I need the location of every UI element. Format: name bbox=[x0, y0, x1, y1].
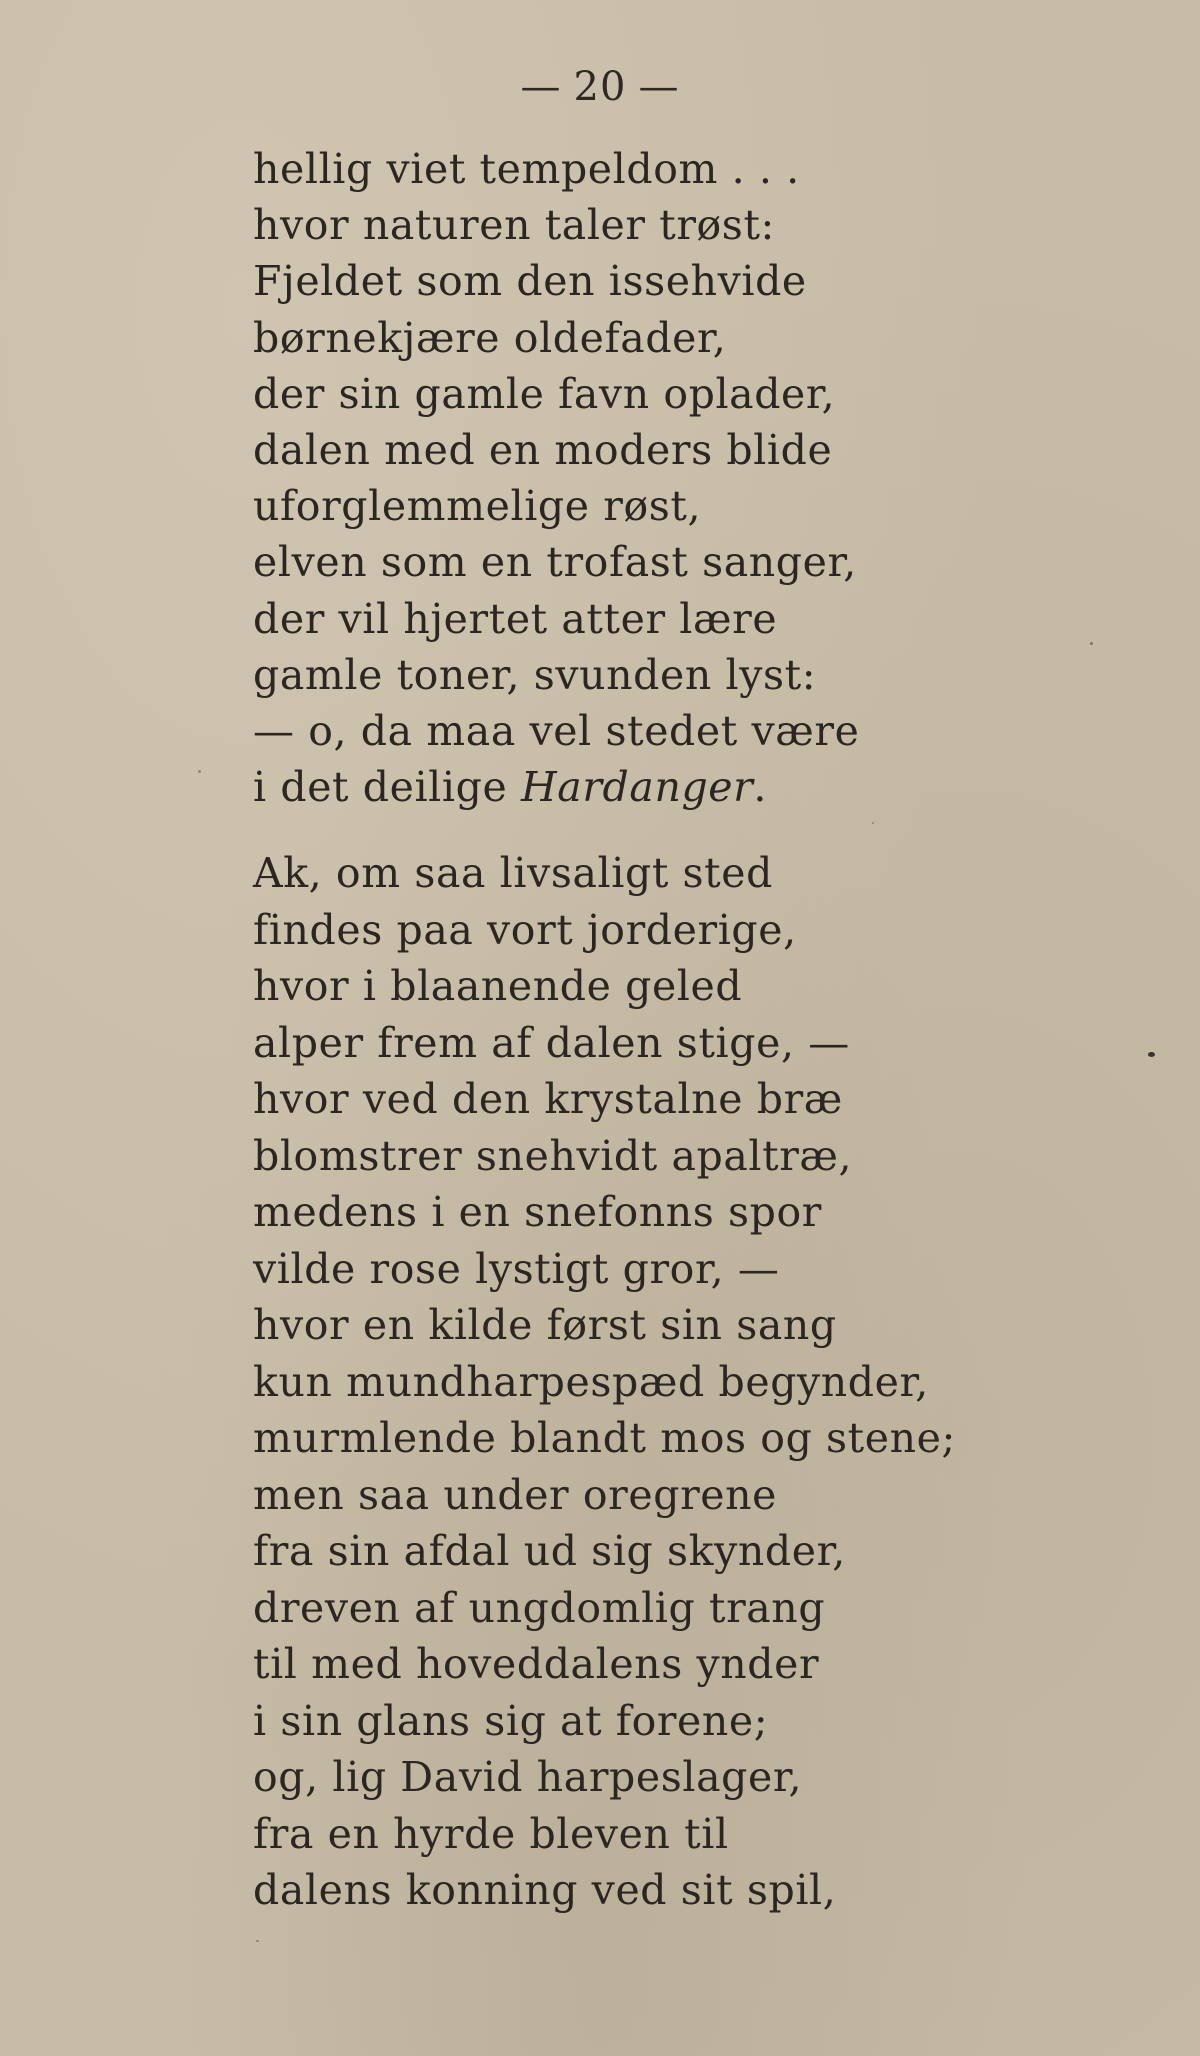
poem-line: elven som en trofast sanger, bbox=[253, 538, 857, 587]
poem-stanza-2 bbox=[253, 845, 956, 1919]
poem-line: — o, da maa vel stedet være bbox=[253, 706, 860, 755]
poem-line: der sin gamle favn oplader, bbox=[253, 369, 836, 418]
poem-line: alper frem af dalen stige, — bbox=[253, 1018, 850, 1067]
poem-line: dreven af ungdomlig trang bbox=[253, 1583, 826, 1632]
poem-line: og, lig David harpeslager, bbox=[253, 1753, 803, 1801]
poem-line: der vil hjertet atter lære bbox=[253, 594, 778, 643]
poem-line-last bbox=[253, 759, 859, 815]
poem-line: hellig viet tempeldom . . . bbox=[253, 145, 800, 193]
poem-line: uforglemmelige røst, bbox=[253, 482, 702, 531]
poem-line: medens i en snefonns spor bbox=[253, 1188, 823, 1236]
page-number-dash-right: — bbox=[638, 64, 680, 110]
poem-line: fra en hyrde bleven til bbox=[253, 1809, 729, 1858]
place-name-italic: Hardanger bbox=[520, 763, 754, 812]
poem-line: gamle toner, svunden lyst: bbox=[253, 650, 817, 699]
poem-line: vilde rose lystigt gror, — bbox=[253, 1244, 780, 1293]
poem-line: dalen med en moders blide bbox=[253, 425, 833, 474]
poem-line: børnekjære oldefader, bbox=[253, 313, 727, 362]
paper-speck bbox=[198, 770, 201, 773]
poem-line: hvor i blaanende geled bbox=[253, 962, 743, 1010]
page-number-dash-left: — bbox=[520, 64, 562, 110]
poem-line: kun mundharpespæd begynder, bbox=[253, 1357, 929, 1406]
poem-line: Ak, om saa livsaligt sted bbox=[253, 849, 773, 897]
poem-line: findes paa vort jorderige, bbox=[253, 905, 797, 954]
paper-speck bbox=[1148, 1052, 1155, 1057]
paper-speck bbox=[256, 1940, 259, 1942]
poem-line: fra sin afdal ud sig skynder, bbox=[253, 1527, 846, 1575]
poem-line: murmlende blandt mos og stene; bbox=[253, 1414, 956, 1462]
poem-line: hvor ved den krystalne bræ bbox=[253, 1075, 843, 1123]
poem-line: Fjeldet som den issehvide bbox=[253, 257, 807, 306]
poem-line: hvor naturen taler trøst: bbox=[253, 201, 775, 250]
poem-line: hvor en kilde først sin sang bbox=[253, 1301, 837, 1349]
poem-line-suffix: . bbox=[753, 763, 767, 812]
poem-stanza-1 bbox=[253, 141, 859, 815]
paper-speck bbox=[872, 822, 874, 824]
poem-line: men saa under oregrene bbox=[253, 1470, 778, 1519]
poem-line: blomstrer snehvidt apaltræ, bbox=[253, 1131, 853, 1180]
poem-line-prefix: i det deilige bbox=[253, 763, 521, 812]
paper-speck bbox=[1090, 642, 1093, 645]
poem-line: til med hoveddalens ynder bbox=[253, 1640, 820, 1688]
poem-line: dalens konning ved sit spil, bbox=[253, 1866, 837, 1914]
poem-line: i sin glans sig at forene; bbox=[253, 1696, 769, 1745]
page-number: 20 bbox=[573, 64, 627, 110]
page-number-header bbox=[0, 62, 1200, 112]
